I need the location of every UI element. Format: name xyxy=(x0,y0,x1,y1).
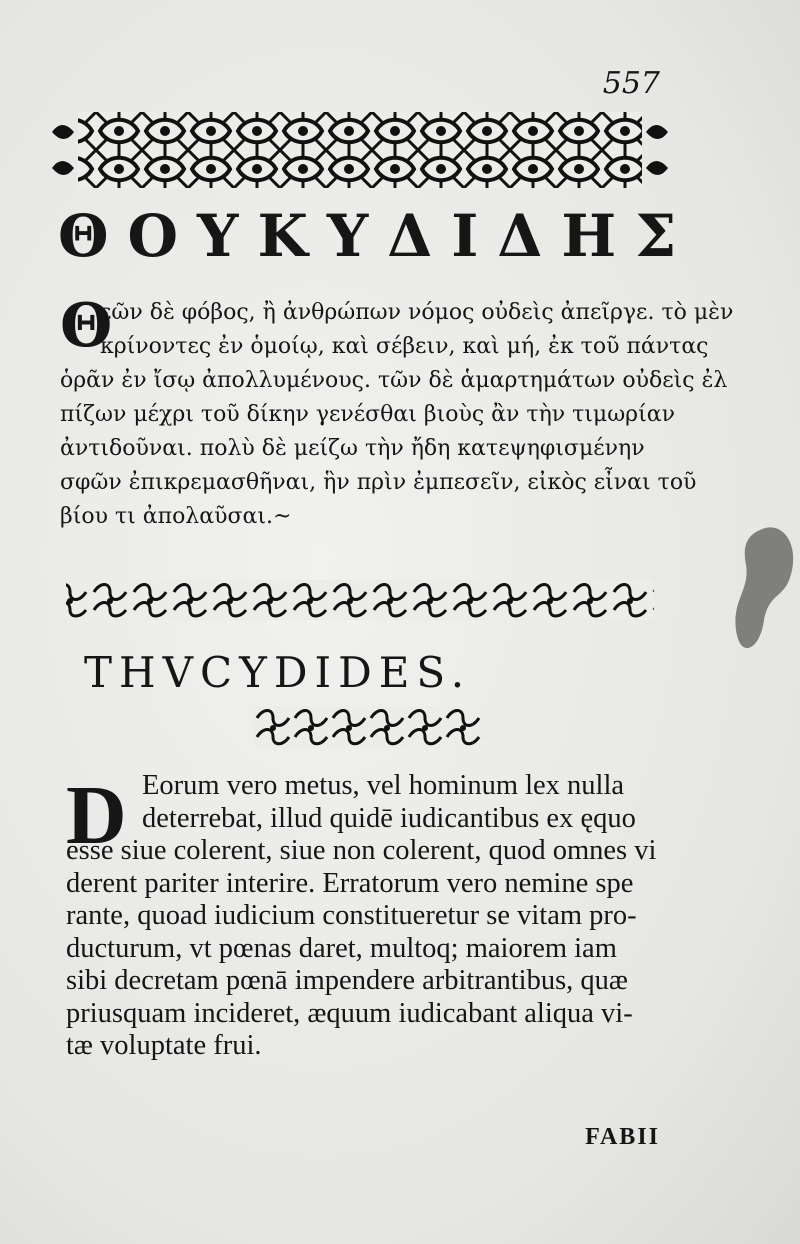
latin-line: deterrebat, illud quidē iudicantibus ex ęquo xyxy=(142,802,636,834)
latin-line: ducturum, vt pœnas daret, multoq; maiorem iam xyxy=(66,932,617,964)
latin-line: rante, quoad iudicium constitueretur se vitam pro- xyxy=(66,900,637,931)
greek-line: εῶν δὲ φόβος, ἢ ἀνθρώπων νόμος οὐδεὶς ἀπεῖργε. τὸ μὲν xyxy=(100,300,734,325)
latin-line: Eorum vero metus, vel hominum lex nulla xyxy=(142,770,625,801)
latin-line: priusquam incideret, æquum iudicabant aliqua vi- xyxy=(66,997,633,1029)
greek-line: κρίνοντες ἐν ὁμοίῳ, καὶ σέβειν, καὶ μή, ἐκ τοῦ πάντας xyxy=(100,334,709,359)
greek-text xyxy=(60,291,734,534)
greek-line: σφῶν ἐπικρεμασθῆναι, ἣν πρὶν ἐμπεσεῖν, εἰκὸς εἶναι τοῦ xyxy=(60,470,697,495)
greek-line: ἀντιδοῦναι. πολὺ δὲ μείζω τὴν ἤδη κατεψηφισμένην xyxy=(60,436,645,461)
ink-smudge xyxy=(720,510,800,680)
divider-ornament xyxy=(50,580,670,620)
greek-title: ΘΟΥΚΥΔΙΔΗΣ xyxy=(58,202,696,270)
catchword: FABII xyxy=(585,1124,660,1150)
latin-line: derent pariter interire. Erratorum vero nemine spe xyxy=(66,867,634,899)
latin-title: THVCYDIDES. xyxy=(84,648,472,697)
small-ornament xyxy=(254,706,484,748)
page-number: 557 xyxy=(602,66,660,101)
greek-line: βίου τι ἀπολαῦσαι.~ xyxy=(60,504,292,529)
latin-line: esse siue colerent, siue non colerent, quod omnes vi xyxy=(66,835,657,866)
latin-text xyxy=(66,770,686,1063)
greek-dropcap: Θ xyxy=(60,291,113,361)
latin-line: sibi decretam pœnā impendere arbitrantibus, quæ xyxy=(66,965,628,996)
latin-dropcap: D xyxy=(66,769,127,862)
latin-line: tæ voluptate frui. xyxy=(66,1030,262,1061)
greek-line: ὁρᾶν ἐν ἴσῳ ἀπολλυμένους. τῶν δὲ ἁμαρτημάτων οὐδεὶς ἐλ xyxy=(60,368,728,393)
headpiece-ornament xyxy=(50,112,670,188)
greek-line: πίζων μέχρι τοῦ δίκην γενέσθαι βιοὺς ἂν τὴν τιμωρίαν xyxy=(60,402,675,427)
